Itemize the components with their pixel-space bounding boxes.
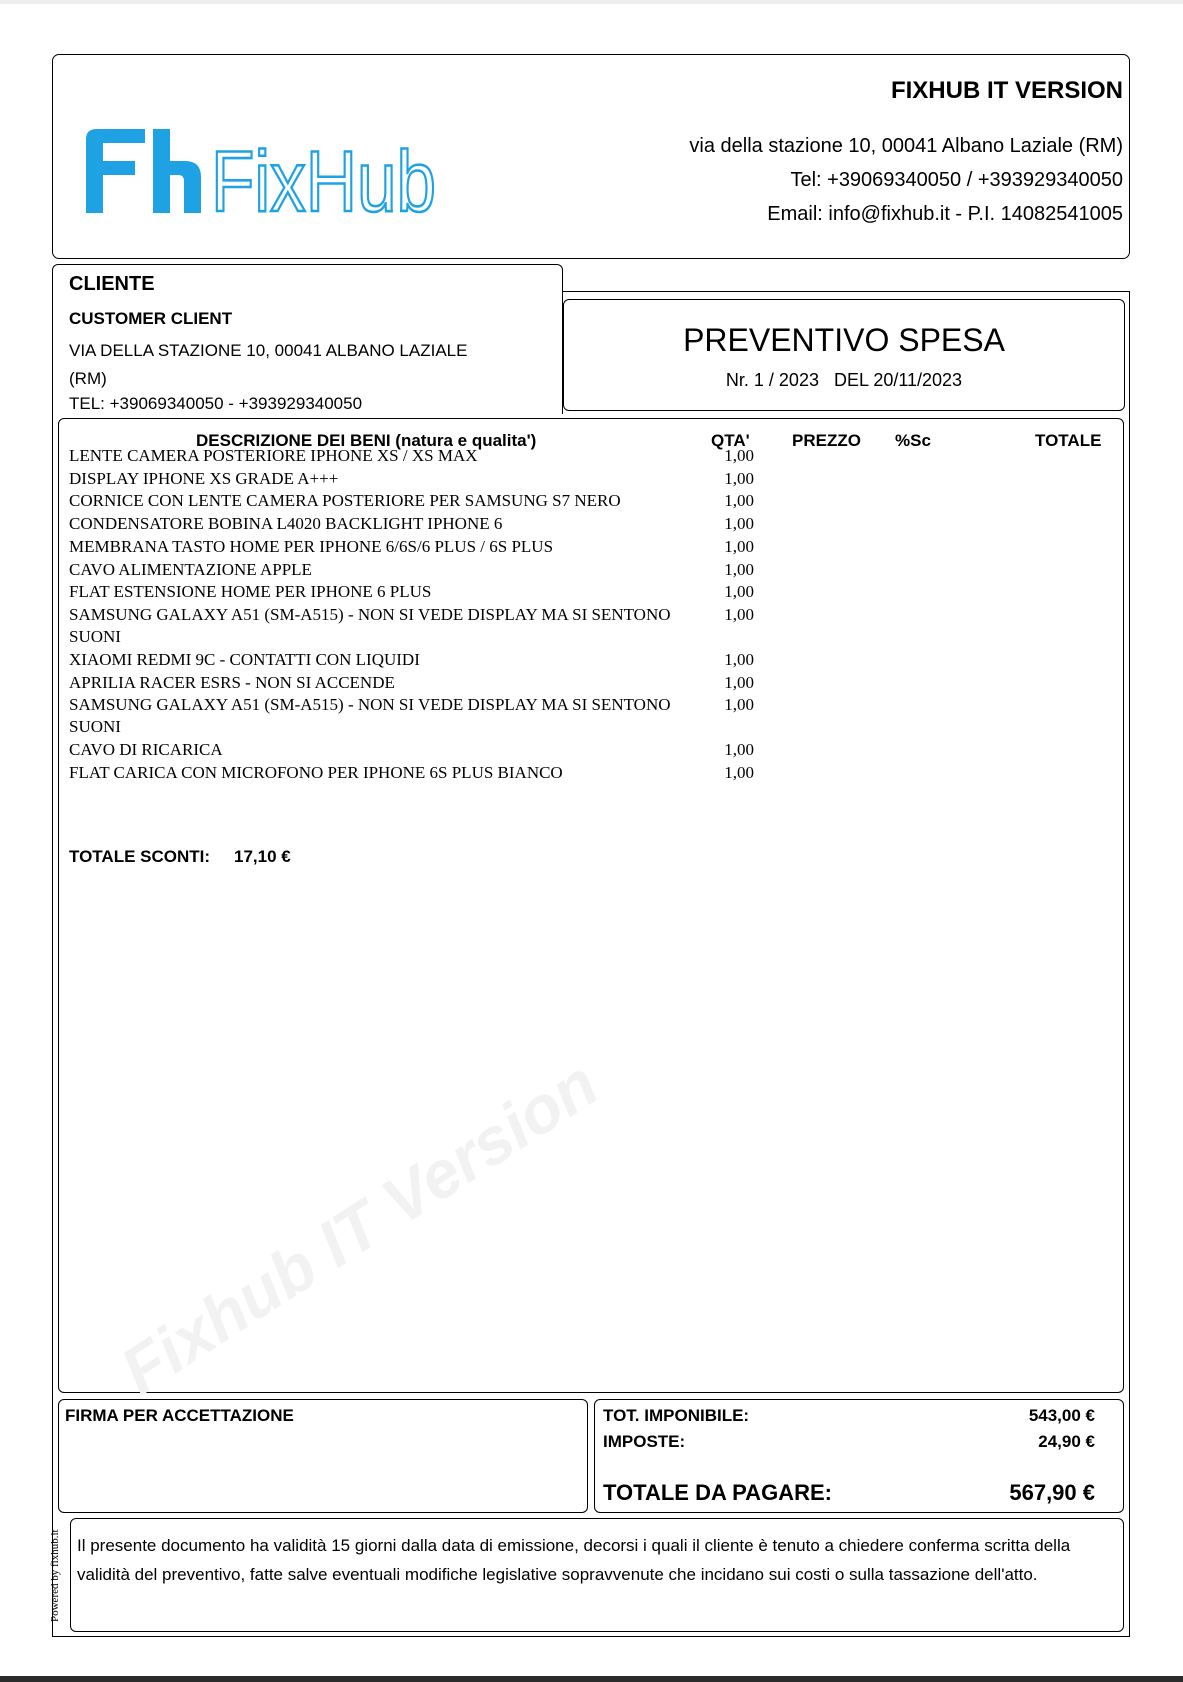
- column-header-qty: QTA': [711, 431, 750, 450]
- item-description: DISPLAY IPHONE XS GRADE A+++: [69, 468, 339, 488]
- items-table: [58, 418, 1124, 1409]
- item-description: FLAT CARICA CON MICROFONO PER IPHONE 6S PLUS BIANCO: [69, 763, 563, 782]
- client-name: CUSTOMER CLIENT: [69, 309, 233, 328]
- frame-divider: [1129, 291, 1130, 1636]
- taxes-label: IMPOSTE:: [603, 1432, 686, 1451]
- frame-divider: [563, 291, 1130, 292]
- item-qty: 1,00: [724, 536, 754, 556]
- page-top-edge: [0, 0, 1183, 4]
- grand-total-label: TOTALE DA PAGARE:: [603, 1480, 832, 1505]
- taxable-value: 543,00 €: [1028, 1406, 1095, 1425]
- column-header-discount: %Sc: [895, 431, 931, 450]
- watermark: Fixhub IT Version: [107, 1045, 611, 1409]
- item-description: CAVO ALIMENTAZIONE APPLE: [69, 559, 312, 579]
- item-qty: 1,00: [724, 582, 754, 602]
- item-description: CORNICE CON LENTE CAMERA POSTERIORE PER SAMSUNG S7 NERO: [69, 491, 621, 511]
- item-qty: 1,00: [724, 695, 754, 715]
- validity-note-box: [70, 1518, 1124, 1632]
- document-title-box: [563, 299, 1125, 411]
- client-section-title: CLIENTE: [69, 273, 155, 295]
- item-qty: 1,00: [724, 446, 754, 465]
- item-qty: 1,00: [724, 514, 754, 534]
- company-phone: Tel: +39069340050 / +393929340050: [790, 169, 1123, 191]
- client-phone: TEL: +39069340050 - +393929340050: [69, 394, 363, 413]
- item-qty: 1,00: [724, 559, 754, 579]
- item-qty: 1,00: [724, 740, 754, 760]
- item-qty: 1,00: [724, 468, 754, 488]
- column-header-description: DESCRIZIONE DEI BENI (natura e qualita'): [196, 431, 537, 450]
- item-qty: 1,00: [724, 491, 754, 511]
- company-name: FIXHUB IT VERSION: [890, 77, 1123, 104]
- taxes-value: 24,90 €: [1038, 1432, 1095, 1451]
- discounts-value: 17,10 €: [234, 847, 291, 866]
- company-address: via della stazione 10, 00041 Albano Laziale (RM): [689, 135, 1123, 157]
- document-title: PREVENTIVO SPESA: [683, 322, 1005, 358]
- company-email: Email: info@fixhub.it - P.I. 14082541005: [767, 203, 1123, 225]
- grand-total-value: 567,90 €: [1009, 1480, 1095, 1505]
- signature-label: FIRMA PER ACCETTAZIONE: [65, 1406, 294, 1425]
- client-address: VIA DELLA STAZIONE 10, 00041 ALBANO LAZIALE (RM): [69, 341, 468, 388]
- item-description: APRILIA RACER ESRS - NON SI ACCENDE: [69, 672, 395, 692]
- item-description: FLAT ESTENSIONE HOME PER IPHONE 6 PLUS: [69, 582, 432, 602]
- column-header-price: PREZZO: [792, 431, 861, 450]
- document-number-date: Nr. 1 / 2023 DEL 20/11/2023: [725, 370, 963, 390]
- item-description: LENTE CAMERA POSTERIORE IPHONE XS / XS MAX: [69, 446, 478, 465]
- item-description: SAMSUNG GALAXY A51 (SM-A515) - NON SI VEDE DISPLAY MA SI SENTONO SUONI: [69, 604, 671, 646]
- signature-box: [58, 1399, 588, 1513]
- item-description: CONDENSATORE BOBINA L4020 BACKLIGHT IPHONE 6: [69, 514, 503, 534]
- company-header: [52, 54, 1130, 259]
- fixhub-logo: [83, 127, 443, 230]
- item-qty: 1,00: [724, 672, 754, 692]
- frame-divider: [52, 1636, 1130, 1637]
- logo-wordmark: FixHub: [211, 134, 436, 230]
- item-qty: 1,00: [724, 763, 754, 782]
- item-description: MEMBRANA TASTO HOME PER IPHONE 6/6S/6 PLUS / 6S PLUS: [69, 536, 554, 556]
- item-qty: 1,00: [724, 604, 754, 624]
- column-header-total: TOTALE: [1035, 431, 1102, 450]
- taxable-label: TOT. IMPONIBILE:: [603, 1406, 750, 1425]
- page-bottom-edge: [0, 1676, 1183, 1682]
- item-description: XIAOMI REDMI 9C - CONTATTI CON LIQUIDI: [69, 649, 420, 669]
- frame-divider: [52, 414, 53, 1636]
- discounts-label: TOTALE SCONTI:: [69, 847, 211, 866]
- totals-box: [594, 1399, 1124, 1513]
- item-description: CAVO DI RICARICA: [69, 740, 223, 760]
- item-description: SAMSUNG GALAXY A51 (SM-A515) - NON SI VEDE DISPLAY MA SI SENTONO SUONI: [69, 695, 671, 737]
- client-section: [52, 264, 563, 414]
- logo-mark-icon: [86, 129, 201, 213]
- item-qty: 1,00: [724, 649, 754, 669]
- validity-note: Il presente documento ha validità 15 giorni dalla data di emissione, decorsi i quali il cliente è tenuto a chiedere conferma scritta della validità del preventivo, fatte salve eventuali modifiche legislative sopravvenute che incidano sui costi o sulla tassazione dell'atto.: [77, 1536, 1071, 1584]
- powered-by: Powered by fixhub.it: [49, 1529, 61, 1622]
